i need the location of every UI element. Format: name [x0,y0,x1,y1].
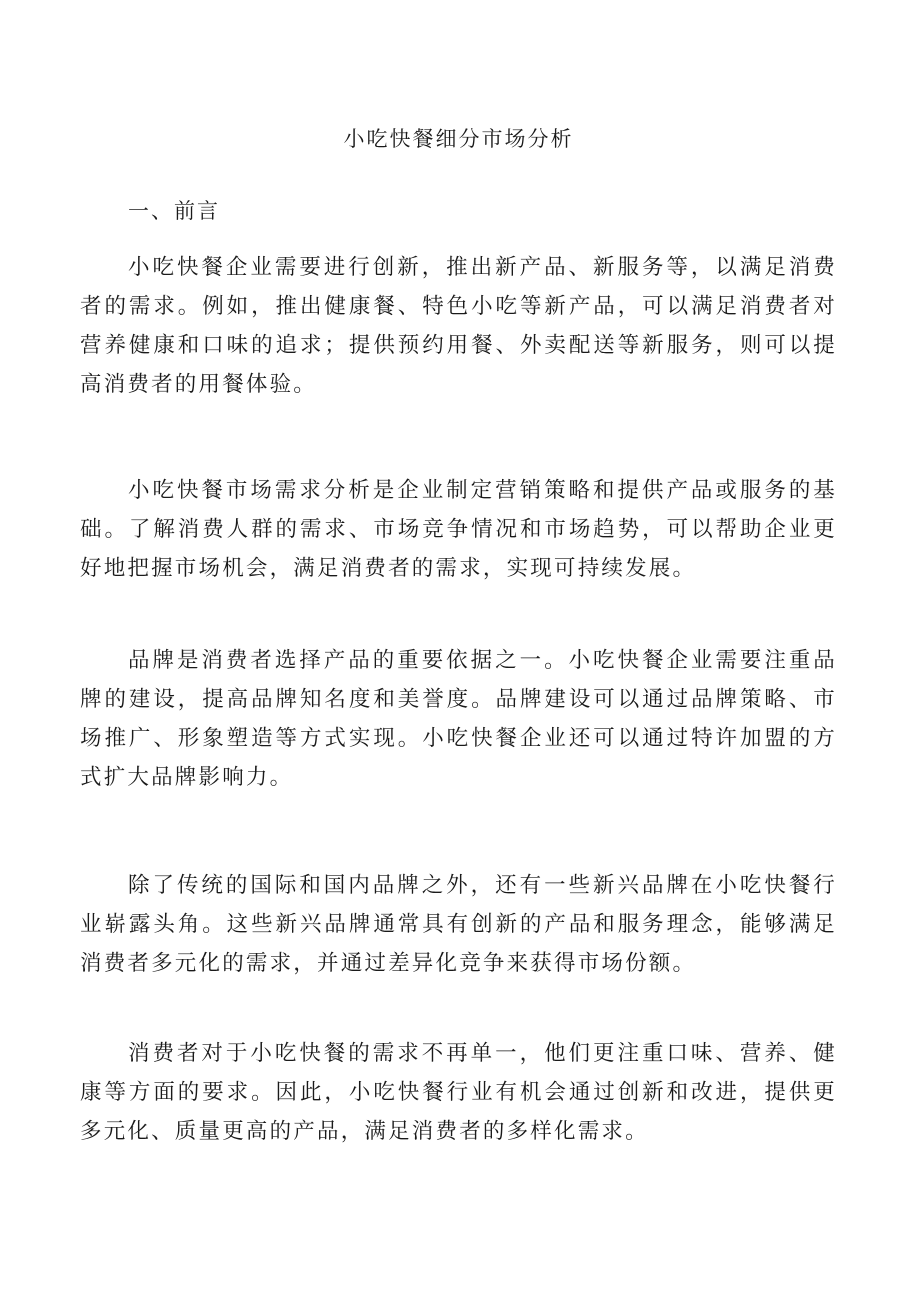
document-title: 小吃快餐细分市场分析 [343,127,574,151]
paragraph-brand: 品牌是消费者选择产品的重要依据之一。小吃快餐企业需要注重品牌的建设，提高品牌知名度和美誉度。品牌建设可以通过品牌策略、市场推广、形象塑造等方式实现。小吃快餐企业还可以通过特许加盟的方式扩大品牌影响力。 [80,648,837,790]
paragraph-consumer-needs: 消费者对于小吃快餐的需求不再单一，他们更注重口味、营养、健康等方面的要求。因此，小吃快餐行业有机会通过创新和改进，提供更多元化、质量更高的产品，满足消费者的多样化需求。 [80,1041,837,1144]
section-heading-preface: 一、前言 [128,199,220,223]
paragraph-innovation: 小吃快餐企业需要进行创新，推出新产品、新服务等，以满足消费者的需求。例如，推出健康餐、特色小吃等新产品，可以满足消费者对营养健康和口味的追求；提供预约用餐、外卖配送等新服务，则可以提高消费者的用餐体验。 [80,255,837,397]
document-page [80,0,837,1301]
paragraph-emerging-brands: 除了传统的国际和国内品牌之外，还有一些新兴品牌在小吃快餐行业崭露头角。这些新兴品牌通常具有创新的产品和服务理念，能够满足消费者多元化的需求，并通过差异化竞争来获得市场份额。 [80,873,837,976]
paragraph-demand-analysis: 小吃快餐市场需求分析是企业制定营销策略和提供产品或服务的基础。了解消费人群的需求、市场竞争情况和市场趋势，可以帮助企业更好地把握市场机会，满足消费者的需求，实现可持续发展。 [80,478,837,581]
